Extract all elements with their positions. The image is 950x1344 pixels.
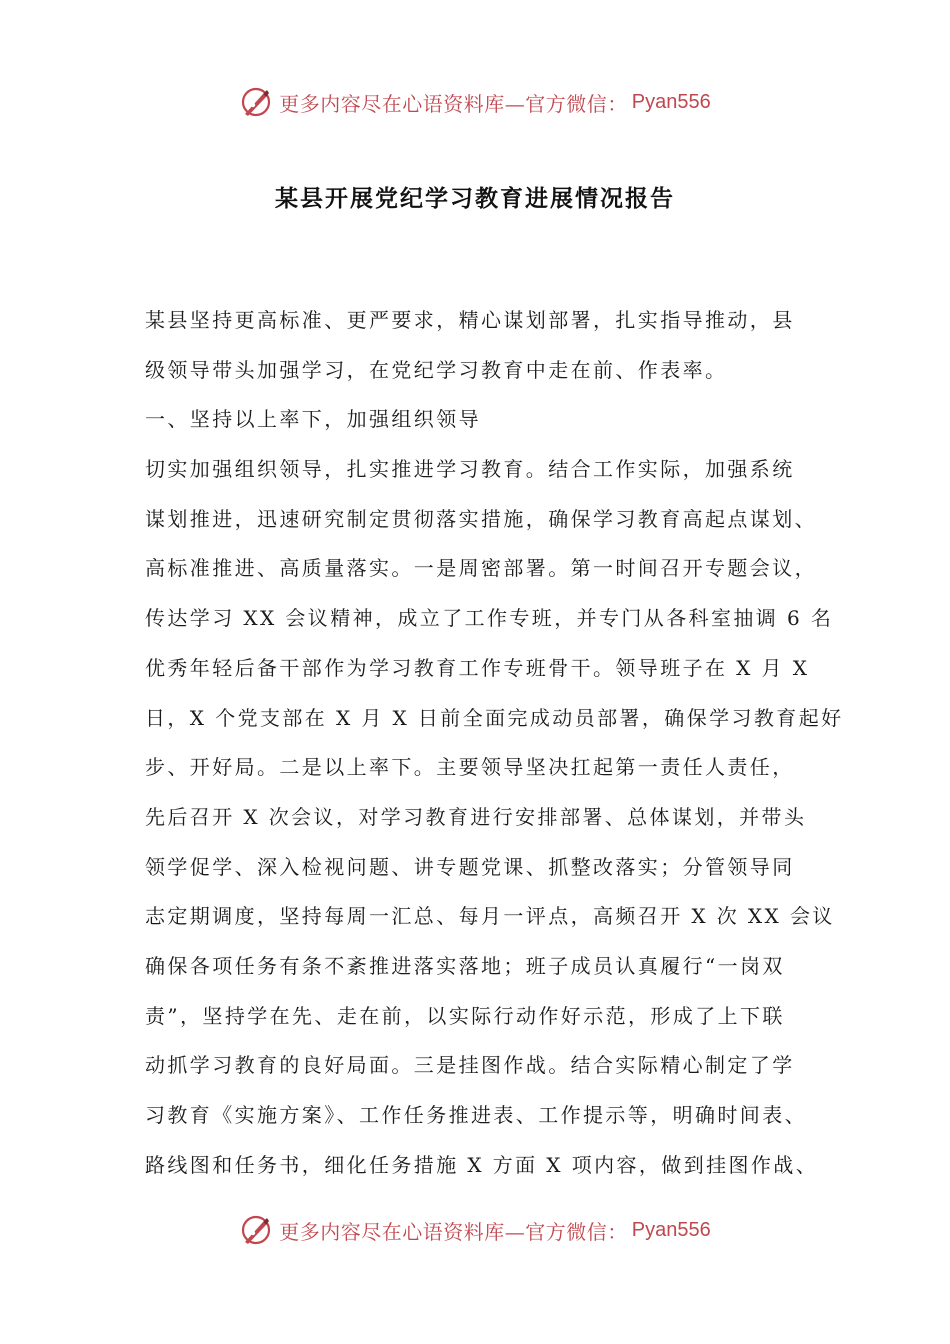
document-title: 某县开展党纪学习教育进展情况报告	[275, 185, 675, 212]
body-line: 志定期调度，坚持每周一汇总、每月一评点，高频召开 X 次 XX 会议	[145, 904, 835, 929]
body-line: 切实加强组织领导，扎实推进学习教育。结合工作实际，加强系统	[145, 457, 795, 482]
pen-circle-logo-icon	[239, 85, 273, 119]
body-line: 责”，坚持学在先、走在前，以实际行动作好示范，形成了上下联	[145, 1003, 785, 1028]
body-line: 优秀年轻后备干部作为学习教育工作专班骨干。领导班子在 X 月 X	[145, 655, 810, 680]
body-line: 先后召开 X 次会议，对学习教育进行安排部署、总体谋划，并带头	[145, 804, 807, 829]
body-line: 级领导带头加强学习，在党纪学习教育中走在前、作表率。	[145, 357, 728, 382]
body-line: 某县坚持更高标准、更严要求，精心谋划部署，扎实指导推动，县	[145, 308, 795, 332]
section-heading: 一、坚持以上率下，加强组织领导	[145, 407, 481, 432]
watermark-footer	[0, 1210, 950, 1250]
watermark-text: 更多内容尽在心语资料库—官方微信：	[279, 91, 628, 116]
watermark-header	[0, 82, 950, 122]
body-line: 传达学习 XX 会议精神，成立了工作专班，并专门从各科室抽调 6 名	[145, 606, 834, 631]
body-line: 路线图和任务书，细化任务措施 X 方面 X 项内容，做到挂图作战、	[145, 1152, 819, 1177]
body-line: 动抓学习教育的良好局面。三是挂图作战。结合实际精心制定了学	[145, 1053, 795, 1078]
body-line: 日，X 个党支部在 X 月 X 日前全面完成动员部署，确保学习教育起好	[145, 705, 844, 730]
body-line: 高标准推进、高质量落实。一是周密部署。第一时间召开专题会议，	[145, 556, 817, 581]
body-line: 谋划推进，迅速研究制定贯彻落实措施，确保学习教育高起点谋划、	[145, 506, 817, 531]
watermark-text: 更多内容尽在心语资料库—官方微信：	[279, 1219, 628, 1244]
watermark-handle: Pyan556	[631, 1218, 711, 1241]
pen-circle-logo-icon	[239, 1213, 273, 1247]
watermark-handle: Pyan556	[631, 90, 711, 113]
body-line: 确保各项任务有条不紊推进落实落地；班子成员认真履行“一岗双	[145, 953, 785, 978]
body-line: 步、开好局。二是以上率下。主要领导坚决扛起第一责任人责任，	[145, 755, 795, 780]
document-body	[145, 296, 844, 1190]
body-line: 习教育《实施方案》、工作任务推进表、工作提示等，明确时间表、	[145, 1103, 807, 1127]
body-line: 领学促学、深入检视问题、讲专题党课、抓整改落实；分管领导同	[145, 854, 795, 879]
